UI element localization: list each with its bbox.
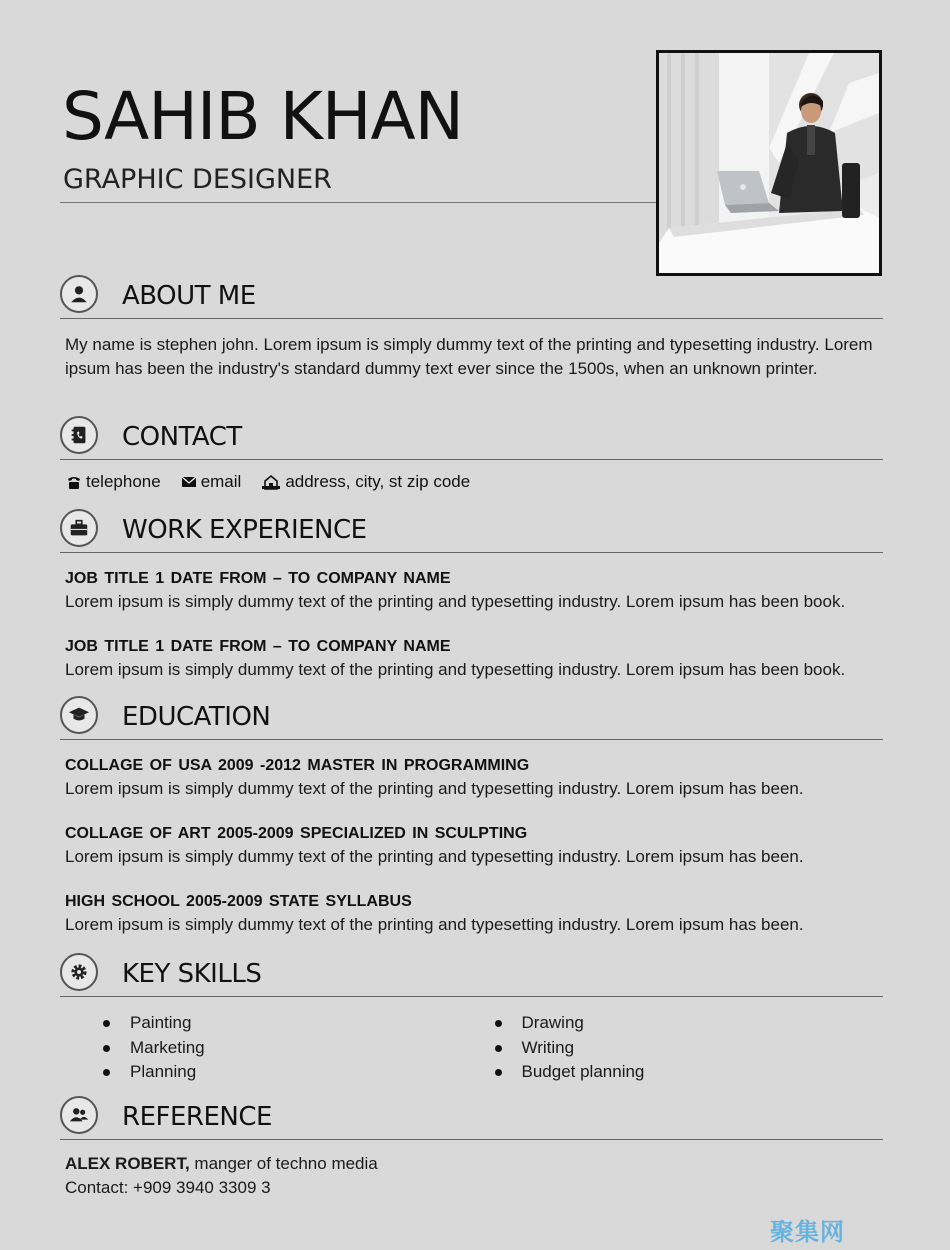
about-header [60,275,883,319]
section-divider [60,1139,883,1140]
skill-item: Painting [100,1011,492,1036]
education-entry-heading: COLLAGE OF USA 2009 -2012 MASTER IN PROGRAMMING [65,757,530,774]
person-icon [60,275,98,313]
skill-item: Drawing [492,1011,884,1036]
work-section [60,509,883,681]
skill-item: Marketing [100,1036,492,1061]
section-title: KEY SKILLS [122,959,262,989]
contact-email-label: email [200,472,242,491]
education-entry-text: Lorem ipsum is simply dummy text of the printing and typesetting industry. Lorem ipsum has been. [65,779,804,798]
skills-section [60,953,883,1085]
about-section [60,275,883,380]
contact-header [60,416,883,460]
reference-section [60,1096,883,1199]
skills-header [60,953,883,997]
people-icon [60,1096,98,1134]
briefcase-icon [60,509,98,547]
skill-item: Writing [492,1036,884,1061]
gear-icon [60,953,98,991]
watermark-logo: 聚集网 [770,1218,845,1246]
contact-telephone-label: telephone [86,472,161,491]
skill-item: Budget planning [492,1060,884,1085]
section-title: REFERENCE [122,1102,272,1132]
section-divider [60,459,883,460]
contact-row [60,472,883,492]
candidate-name: SAHIB KHAN [62,78,464,155]
education-entry [60,754,883,800]
header-divider [60,202,657,203]
skills-column-right [492,1011,884,1085]
work-entry-heading: JOB TITLE 1 DATE FROM – TO COMPANY NAME [65,570,451,587]
education-entry-heading: HIGH SCHOOL 2005-2009 STATE SYLLABUS [65,893,412,910]
graduation-cap-icon [60,696,98,734]
email-icon [181,474,197,490]
profile-photo [656,50,882,276]
education-entry [60,890,883,936]
section-divider [60,552,883,553]
education-section [60,696,883,936]
telephone-icon [66,474,82,490]
education-entry [60,822,883,868]
reference-name: ALEX ROBERT, [65,1154,190,1173]
contact-email[interactable] [181,472,242,492]
work-header [60,509,883,553]
work-entry-heading: JOB TITLE 1 DATE FROM – TO COMPANY NAME [65,638,451,655]
about-text: My name is stephen john. Lorem ipsum is simply dummy text of the printing and typesetting industry. Lorem ipsum has been the industry's standard dummy text ever since the 1500s, when an unknown printer. [65,335,873,378]
work-entry-text: Lorem ipsum is simply dummy text of the printing and typesetting industry. Lorem ipsum has been book. [65,592,846,611]
reference-line [65,1152,883,1176]
skill-item: Planning [100,1060,492,1085]
phone-book-icon [60,416,98,454]
education-entry-text: Lorem ipsum is simply dummy text of the printing and typesetting industry. Lorem ipsum has been. [65,847,804,866]
work-entry [60,567,883,613]
section-divider [60,739,883,740]
reference-header [60,1096,883,1140]
education-entry-heading: COLLAGE OF ART 2005-2009 SPECIALIZED IN SCULPTING [65,825,528,842]
work-entry [60,635,883,681]
work-entry-text: Lorem ipsum is simply dummy text of the printing and typesetting industry. Lorem ipsum has been book. [65,660,846,679]
section-title: CONTACT [122,422,242,452]
address-icon [261,473,281,491]
skills-column-left [100,1011,492,1085]
contact-telephone[interactable] [66,472,161,492]
reference-contact: Contact: +909 3940 3309 3 [65,1177,271,1197]
section-title: EDUCATION [122,702,271,732]
education-entry-text: Lorem ipsum is simply dummy text of the printing and typesetting industry. Lorem ipsum has been. [65,915,804,934]
section-divider [60,996,883,997]
section-title: ABOUT ME [122,281,256,311]
job-role: GRAPHIC DESIGNER [63,164,332,195]
section-divider [60,318,883,319]
education-header [60,696,883,740]
contact-address-label: address, city, st zip code [285,472,471,491]
contact-section [60,416,883,492]
reference-details [60,1152,883,1199]
section-title: WORK EXPERIENCE [122,515,367,545]
skills-list [60,1011,883,1085]
reference-role: manger of techno media [189,1154,378,1173]
contact-address[interactable] [261,472,470,492]
